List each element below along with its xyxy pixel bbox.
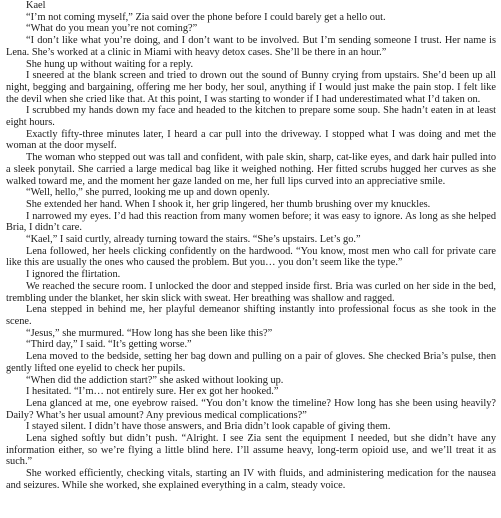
paragraph: The woman who stepped out was tall and confident, with pale skin, sharp, cat-like eyes, and dark hair pulled into a sleek ponytail. She carried a large medical bag like it weighed nothing. Her fitted scrubs hugged her curves as she walked toward me, and the moment her gaze landed on me, her full lips curved into an appreciative smile. [6,152,496,187]
paragraph: “Kael,” I said curtly, already turning toward the stairs. “She’s upstairs. Let’s go.” [26,234,361,246]
paragraph: I hesitated. “I’m… not entirely sure. Her ex got her hooked.” [26,386,279,398]
section-heading: Kael [26,0,46,11]
paragraph: “Third day,” I said. “It’s getting worse.” [26,339,192,351]
paragraph: “Well, hello,” she purred, looking me up and down openly. [26,187,270,199]
paragraph: I ignored the flirtation. [26,269,121,281]
paragraph: Lena stepped in behind me, her playful demeanor shifting instantly into professional focus as she took in the scene. [6,304,496,327]
paragraph: “I’m not coming myself,” Zia said over the phone before I could barely get a hello out. [26,11,386,23]
paragraph: Exactly fifty-three minutes later, I heard a car pull into the driveway. I stopped what I was doing and met the woman at the door myself. [6,128,496,152]
paragraph: “When did the addiction start?” she asked without looking up. [26,374,284,386]
paragraph: “I don’t like what you’re doing, and I don’t want to be involved. But I’m sending someone I trust. Her name is Lena. She’s worked at a clinic in Miami with heavy detox cases. She’ll be there in an hour.” [6,35,496,58]
paragraph: We reached the secure room. I unlocked the door and stepped inside first. Bria was curled on her side in the bed, trembling under the blanket, her skin slick with sweat. Her breathing was shallow and ragged. [6,280,496,304]
paragraph: “Jesus,” she murmured. “How long has she been like this?” [26,327,273,339]
paragraph: She extended her hand. When I shook it, her grip lingered, her thumb brushing over my knuckles. [26,198,431,210]
paragraph: Lena moved to the bedside, setting her bag down and pulling on a pair of gloves. She checked Bria’s pulse, then gently lifted one eyelid to check her pupils. [6,351,496,374]
paragraph: I stayed silent. I didn’t have those answers, and Bria didn’t look capable of giving them. [26,421,391,433]
paragraph: She worked efficiently, checking vitals, starting an IV with fluids, and administering medication for the nausea and seizures. While she worked, she explained everything in a calm, steady voice. [6,468,496,491]
paragraph: “What do you mean you’re not coming?” [26,23,198,35]
paragraph: She hung up without waiting for a reply. [26,58,194,70]
paragraph: Lena glanced at me, one eyebrow raised. “You don’t know the timeline? How long has she been using heavily? Daily? What’s her usual amount? Any previous medical complications?” [6,397,496,421]
paragraph: I scrubbed my hands down my face and headed to the kitchen to prepare some soup. She hadn’t eaten in at least eight hours. [6,105,496,129]
paragraph: I narrowed my eyes. I’d had this reaction from many women before; it was easy to ignore. As long as she helped Bria, I didn’t care. [6,210,496,234]
paragraph: I sneered at the blank screen and tried to drown out the sound of Bunny crying from upstairs. She’d been up all night, begging and bargaining, offering me her body, her soul, anything if I would just make the pain stop. I felt like the devil when she cried like that. At this point, I was starting to wonder if I had underestimated what I’d taken on. [6,70,496,105]
paragraph: Lena sighed softly but didn’t push. “Alright. I see Zia sent the equipment I needed, but she didn’t have any information either, so we’re flying a little blind here. I’ll assume heavy, long-term opioid use, and we’ll treat it as such.” [6,433,496,468]
paragraph: Lena followed, her heels clicking confidently on the hardwood. “You know, most men who call for private care like this are usually the ones who caused the problem. But you… you don’t seem like the type.” [6,245,496,269]
story-text [6,12,496,492]
